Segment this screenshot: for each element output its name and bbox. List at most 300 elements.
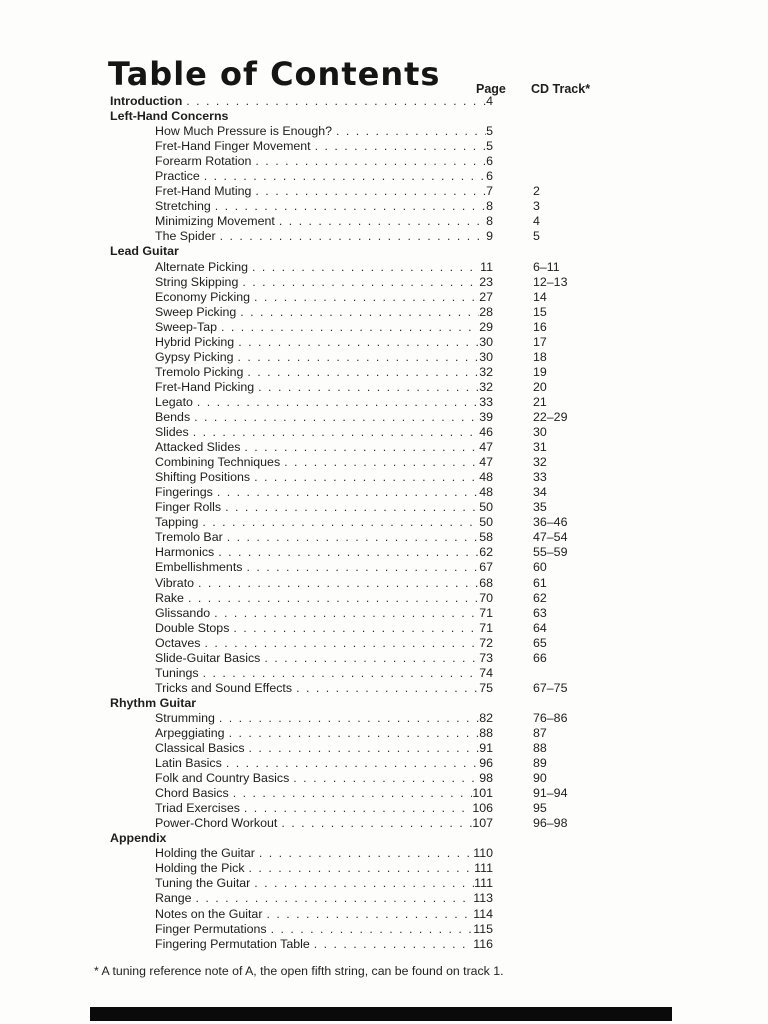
- toc-row-main: [110, 696, 493, 711]
- toc-page-number: 27: [479, 289, 493, 304]
- toc-entry-label: Slide-Guitar Basics: [155, 650, 261, 665]
- toc-row-main: [110, 410, 493, 425]
- toc-row: [110, 425, 680, 440]
- toc-entry-label: Bends: [155, 409, 191, 424]
- toc-row: [110, 214, 680, 229]
- column-header-page: Page: [476, 82, 506, 96]
- toc-page-number: 111: [474, 861, 493, 876]
- toc-row: [110, 320, 680, 335]
- toc-entry-label: Attacked Slides: [155, 440, 241, 455]
- toc-row: [110, 711, 680, 726]
- toc-row: [110, 455, 680, 470]
- toc-row-main: [110, 606, 493, 621]
- toc-page-number: 30: [479, 349, 493, 364]
- toc-entry-label: Arpeggiating: [155, 725, 225, 740]
- dot-leader: [198, 515, 479, 530]
- toc-entry-label: The Spider: [155, 229, 216, 244]
- toc-row: [110, 560, 680, 575]
- toc-row-main: [110, 380, 493, 395]
- dot-leader: [210, 606, 479, 621]
- toc-entry-label: Double Stops: [155, 620, 230, 635]
- dot-leader: [267, 922, 474, 937]
- toc-page-number: 47: [479, 455, 493, 470]
- toc-entry-label: Holding the Guitar: [155, 846, 255, 861]
- toc-page-number: 48: [479, 485, 493, 500]
- toc-row: [110, 937, 680, 952]
- toc-cd-track: 60: [533, 560, 547, 575]
- toc-row: [110, 380, 680, 395]
- toc-row-main: [110, 425, 493, 440]
- toc-row-main: [110, 500, 493, 515]
- toc-cd-track: 34: [533, 485, 547, 500]
- toc-row-main: [110, 545, 493, 560]
- toc-page-number: 11: [480, 259, 493, 274]
- toc-cd-track: 63: [533, 605, 547, 620]
- toc-entry-label: Rake: [155, 590, 184, 605]
- toc-row-main: [110, 244, 493, 259]
- toc-row: [110, 741, 680, 756]
- toc-row-main: [110, 666, 493, 681]
- toc-row: [110, 922, 680, 937]
- toc-row: [110, 876, 680, 891]
- dot-leader: [310, 937, 473, 952]
- toc-page-number: 30: [479, 334, 493, 349]
- dot-leader: [238, 275, 479, 290]
- toc-cd-track: 65: [533, 635, 547, 650]
- toc-entry-label: Holding the Pick: [155, 861, 245, 876]
- toc-cd-track: 22–29: [533, 409, 568, 424]
- toc-row: [110, 696, 680, 711]
- toc-row-main: [110, 275, 493, 290]
- toc-entry-label: Legato: [155, 394, 193, 409]
- toc-row: [110, 154, 680, 169]
- dot-leader: [190, 410, 479, 425]
- toc-entry-label: Gypsy Picking: [155, 349, 234, 364]
- toc-entry-label: Economy Picking: [155, 289, 251, 304]
- toc-cd-track: 6–11: [533, 259, 560, 274]
- toc-entry-label: Finger Rolls: [155, 500, 222, 515]
- toc-cd-track: 12–13: [533, 274, 568, 289]
- dot-leader: [240, 801, 472, 816]
- toc-cd-track: 76–86: [533, 710, 568, 725]
- toc-page-number: 8: [486, 214, 493, 229]
- toc-cd-track: 20: [533, 379, 547, 394]
- toc-row-main: [110, 154, 493, 169]
- toc-cd-track: 95: [533, 801, 547, 816]
- toc-cd-track: 55–59: [533, 545, 568, 560]
- toc-cd-track: 31: [533, 440, 547, 455]
- toc-cd-track: 62: [533, 590, 547, 605]
- toc-page-number: 8: [486, 199, 493, 214]
- dot-leader: [229, 621, 479, 636]
- dot-leader: [289, 771, 479, 786]
- toc-cd-track: 32: [533, 455, 547, 470]
- dot-leader: [250, 290, 479, 305]
- toc-row-main: [110, 922, 493, 937]
- toc-entry-label: Classical Basics: [155, 741, 245, 756]
- toc-entry-label: Rhythm Guitar: [110, 695, 197, 710]
- toc-page-number: 50: [479, 515, 493, 530]
- toc-row-main: [110, 876, 493, 891]
- toc-row-main: [110, 260, 493, 275]
- dot-leader: [216, 229, 486, 244]
- toc-cd-track: 89: [533, 756, 547, 771]
- toc-cd-track: 35: [533, 500, 547, 515]
- toc-row: [110, 591, 680, 606]
- toc-row: [110, 515, 680, 530]
- toc-entry-label: Slides: [155, 425, 189, 440]
- toc-page-number: 39: [479, 409, 493, 424]
- toc-page-number: 88: [479, 725, 493, 740]
- footer-bar: [90, 1007, 672, 1021]
- toc-page-number: 114: [473, 906, 493, 921]
- dot-leader: [234, 350, 480, 365]
- toc-entry-label: Strumming: [155, 710, 215, 725]
- dot-leader: [243, 365, 479, 380]
- toc-page-number: 5: [486, 124, 493, 139]
- toc-cd-track: 64: [533, 620, 547, 635]
- dot-leader: [251, 184, 486, 199]
- toc-page-number: 75: [479, 680, 493, 695]
- toc-entry-label: Hybrid Picking: [155, 334, 235, 349]
- toc-page-number: 111: [474, 876, 493, 891]
- toc-entry-label: Finger Permutations: [155, 921, 267, 936]
- toc-page-number: 91: [479, 741, 493, 756]
- toc-page-number: 70: [479, 590, 493, 605]
- toc-row-main: [110, 470, 493, 485]
- toc-entry-label: Stretching: [155, 199, 211, 214]
- toc-page-number: 9: [486, 229, 493, 244]
- toc-row-main: [110, 937, 493, 952]
- dot-leader: [229, 786, 473, 801]
- toc-row: [110, 440, 680, 455]
- toc-page-number: 58: [479, 530, 493, 545]
- toc-row-main: [110, 771, 493, 786]
- toc-row-main: [110, 891, 493, 906]
- toc-page-number: 98: [479, 771, 493, 786]
- toc-row: [110, 350, 680, 365]
- toc-row-main: [110, 320, 493, 335]
- toc-page-number: 115: [473, 921, 493, 936]
- toc-page-number: 32: [479, 364, 493, 379]
- toc-page-number: 107: [472, 816, 493, 831]
- toc-entry-label: Tremolo Picking: [155, 364, 244, 379]
- toc-cd-track: 66: [533, 650, 547, 665]
- toc-row-main: [110, 651, 493, 666]
- toc-page-number: 46: [479, 425, 493, 440]
- toc-row-main: [110, 290, 493, 305]
- toc-page-number: 96: [479, 756, 493, 771]
- toc-page-number: 5: [486, 139, 493, 154]
- toc-entry-label: Introduction: [110, 94, 183, 108]
- dot-leader: [184, 591, 479, 606]
- toc-entry-label: Shifting Positions: [155, 470, 251, 485]
- toc-row: [110, 275, 680, 290]
- toc-cd-track: 36–46: [533, 515, 568, 530]
- toc-row: [110, 530, 680, 545]
- toc-entry-label: String Skipping: [155, 274, 239, 289]
- toc-entry-label: Fret-Hand Finger Movement: [155, 139, 311, 154]
- toc-entry-label: Fret-Hand Muting: [155, 184, 252, 199]
- dot-leader: [200, 169, 486, 184]
- toc-page-number: 29: [479, 319, 493, 334]
- toc-page-number: 116: [473, 936, 493, 951]
- toc-cd-track: 30: [533, 425, 547, 440]
- toc-row-main: [110, 726, 493, 741]
- toc-page-number: 110: [473, 846, 493, 861]
- dot-leader: [280, 455, 479, 470]
- dot-leader: [292, 681, 479, 696]
- toc-row: [110, 94, 680, 109]
- toc-page-number: 47: [479, 440, 493, 455]
- dot-leader: [260, 651, 479, 666]
- toc-page-number: 68: [479, 575, 493, 590]
- dot-leader: [223, 530, 479, 545]
- dot-leader: [193, 395, 479, 410]
- dot-leader: [332, 124, 486, 139]
- dot-leader: [275, 214, 486, 229]
- dot-leader: [311, 139, 486, 154]
- toc-row: [110, 199, 680, 214]
- dot-leader: [277, 816, 472, 831]
- toc-row-main: [110, 560, 493, 575]
- toc-cd-track: 15: [533, 304, 547, 319]
- dot-leader: [251, 154, 486, 169]
- column-header-cd-track: CD Track*: [531, 82, 591, 96]
- toc-page-number: 23: [479, 274, 493, 289]
- toc-entry-label: Fingering Permutation Table: [155, 936, 310, 951]
- toc-row: [110, 801, 680, 816]
- toc-row: [110, 124, 680, 139]
- toc-row: [110, 290, 680, 305]
- toc-row: [110, 651, 680, 666]
- toc-row: [110, 260, 680, 275]
- toc-page-number: 33: [479, 394, 493, 409]
- toc-entry-label: Glissando: [155, 605, 211, 620]
- toc-entry-label: Vibrato: [155, 575, 195, 590]
- toc-entry-label: Tricks and Sound Effects: [155, 680, 293, 695]
- toc-row-main: [110, 169, 493, 184]
- toc-cd-track: 18: [533, 349, 547, 364]
- toc-row: [110, 470, 680, 485]
- dot-leader: [214, 545, 479, 560]
- toc-row: [110, 666, 680, 681]
- toc-row: [110, 139, 680, 154]
- toc-page-number: 67: [479, 560, 493, 575]
- dot-leader: [245, 741, 480, 756]
- dot-leader: [213, 485, 479, 500]
- toc-row-main: [110, 831, 493, 846]
- dot-leader: [189, 425, 479, 440]
- toc-page-number: 28: [479, 304, 493, 319]
- toc-row-main: [110, 124, 493, 139]
- toc-cd-track: 21: [533, 394, 547, 409]
- toc-cd-track: 87: [533, 725, 547, 740]
- toc-entry-label: Latin Basics: [155, 756, 222, 771]
- toc-row: [110, 229, 680, 244]
- toc-row-main: [110, 756, 493, 771]
- toc-cd-track: 16: [533, 319, 547, 334]
- toc-entry-label: Range: [155, 891, 192, 906]
- toc-row-main: [110, 591, 493, 606]
- toc-row-main: [110, 455, 493, 470]
- dot-leader: [242, 560, 479, 575]
- toc-entry-label: Fret-Hand Picking: [155, 379, 255, 394]
- toc-row-main: [110, 214, 493, 229]
- dot-leader: [225, 726, 480, 741]
- toc-row: [110, 907, 680, 922]
- dot-leader: [192, 891, 474, 906]
- toc-cd-track: 14: [533, 289, 547, 304]
- toc-row: [110, 545, 680, 560]
- dot-leader: [222, 756, 479, 771]
- toc-row-main: [110, 636, 493, 651]
- page-title: Table of Contents: [108, 55, 441, 94]
- toc-entry-label: Minimizing Movement: [155, 214, 275, 229]
- toc-entry-label: Tuning the Guitar: [155, 876, 251, 891]
- toc-row-main: [110, 801, 493, 816]
- toc-row: [110, 410, 680, 425]
- dot-leader: [248, 260, 480, 275]
- toc-row-main: [110, 576, 493, 591]
- toc-row-main: [110, 440, 493, 455]
- toc-row: [110, 846, 680, 861]
- toc-row: [110, 816, 680, 831]
- toc-row-main: [110, 786, 493, 801]
- toc-row-main: [110, 365, 493, 380]
- toc-page-number: 101: [472, 786, 493, 801]
- toc-page-number: 106: [472, 801, 493, 816]
- toc-entry-label: Tunings: [155, 665, 199, 680]
- toc-cd-track: 19: [533, 364, 547, 379]
- toc-row: [110, 500, 680, 515]
- toc-row: [110, 365, 680, 380]
- toc-entry-label: Sweep-Tap: [155, 319, 217, 334]
- toc-row-main: [110, 846, 493, 861]
- toc-row-main: [110, 621, 493, 636]
- dot-leader: [250, 470, 479, 485]
- dot-leader: [250, 876, 474, 891]
- toc-entry-label: How Much Pressure is Enough?: [155, 124, 332, 139]
- toc-page-number: 6: [486, 169, 493, 184]
- dot-leader: [240, 440, 479, 455]
- toc-entry-label: Combining Techniques: [155, 455, 281, 470]
- toc-entry-label: Lead Guitar: [110, 244, 179, 259]
- dot-leader: [194, 576, 479, 591]
- toc-entry-label: Alternate Picking: [155, 259, 248, 274]
- dot-leader: [245, 861, 475, 876]
- toc-row-main: [110, 305, 493, 320]
- toc-row: [110, 786, 680, 801]
- toc-page-number: 72: [479, 635, 493, 650]
- toc-cd-track: 90: [533, 771, 547, 786]
- toc-cd-track: 4: [533, 214, 540, 229]
- toc-row: [110, 305, 680, 320]
- toc-row: [110, 244, 680, 259]
- dot-leader: [255, 846, 473, 861]
- dot-leader: [211, 199, 486, 214]
- footnote: * A tuning reference note of A, the open fifth string, can be found on track 1.: [94, 964, 504, 978]
- toc-row-main: [110, 741, 493, 756]
- toc-row: [110, 831, 680, 846]
- toc-page-number: 113: [473, 891, 493, 906]
- toc-cd-track: 47–54: [533, 530, 568, 545]
- toc-row-main: [110, 335, 493, 350]
- toc-cd-track: 96–98: [533, 816, 568, 831]
- toc-entry-label: Embellishments: [155, 560, 243, 575]
- toc-list: [110, 94, 680, 952]
- toc-row: [110, 756, 680, 771]
- dot-leader: [221, 500, 479, 515]
- toc-row: [110, 606, 680, 621]
- toc-entry-label: Octaves: [155, 635, 201, 650]
- toc-entry-label: Triad Exercises: [155, 801, 240, 816]
- toc-entry-label: Power-Chord Workout: [155, 816, 278, 831]
- toc-entry-label: Harmonics: [155, 545, 215, 560]
- toc-cd-track: 67–75: [533, 680, 568, 695]
- dot-leader: [200, 636, 479, 651]
- toc-cd-track: 5: [533, 229, 540, 244]
- toc-entry-label: Notes on the Guitar: [155, 906, 263, 921]
- toc-row: [110, 169, 680, 184]
- toc-row-main: [110, 711, 493, 726]
- dot-leader: [182, 94, 486, 109]
- toc-row-main: [110, 907, 493, 922]
- toc-page-number: 73: [479, 650, 493, 665]
- toc-entry-label: Sweep Picking: [155, 304, 237, 319]
- toc-page-number: 71: [479, 620, 493, 635]
- toc-row: [110, 861, 680, 876]
- toc-page-number: 71: [479, 605, 493, 620]
- toc-cd-track: 88: [533, 741, 547, 756]
- toc-entry-label: Fingerings: [155, 485, 213, 500]
- toc-cd-track: 17: [533, 334, 547, 349]
- toc-page-number: 6: [486, 154, 493, 169]
- toc-row-main: [110, 485, 493, 500]
- toc-row-main: [110, 530, 493, 545]
- toc-row-main: [110, 515, 493, 530]
- toc-row: [110, 771, 680, 786]
- toc-row: [110, 636, 680, 651]
- toc-entry-label: Tremolo Bar: [155, 530, 223, 545]
- toc-page-number: 32: [479, 379, 493, 394]
- toc-row: [110, 184, 680, 199]
- toc-row-main: [110, 184, 493, 199]
- toc-entry-label: Appendix: [110, 831, 167, 846]
- toc-entry-label: Tapping: [155, 515, 199, 530]
- toc-row-main: [110, 199, 493, 214]
- dot-leader: [234, 335, 479, 350]
- toc-page-number: 74: [479, 665, 493, 680]
- toc-cd-track: 33: [533, 470, 547, 485]
- toc-row-main: [110, 681, 493, 696]
- toc-row: [110, 485, 680, 500]
- toc-row-main: [110, 109, 493, 124]
- toc-row: [110, 726, 680, 741]
- toc-row-main: [110, 395, 493, 410]
- toc-row-main: [110, 350, 493, 365]
- toc-page-number: 4: [486, 94, 493, 108]
- toc-cd-track: 91–94: [533, 786, 568, 801]
- toc-entry-label: Chord Basics: [155, 786, 229, 801]
- toc-row: [110, 621, 680, 636]
- toc-page-number: 82: [479, 710, 493, 725]
- toc-row: [110, 681, 680, 696]
- toc-row-main: [110, 139, 493, 154]
- toc-row-main: [110, 229, 493, 244]
- toc-row: [110, 891, 680, 906]
- toc-page-number: 7: [486, 184, 493, 199]
